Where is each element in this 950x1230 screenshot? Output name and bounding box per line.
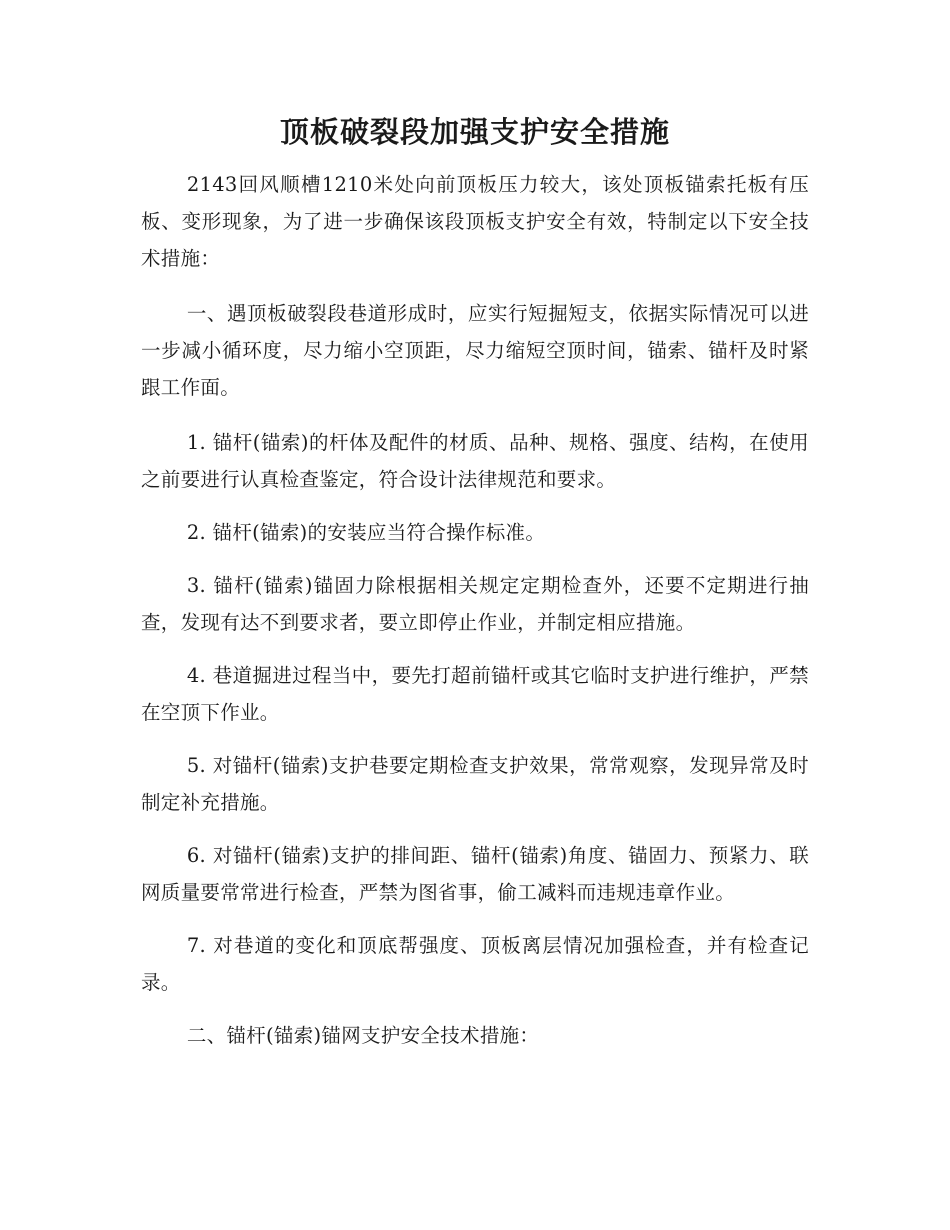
document-body [141, 166, 809, 1070]
item-1-paragraph: 1. 锚杆(锚索)的杆体及配件的材质、品种、规格、强度、结构，在使用之前要进行认真检查鉴定，符合设计法律规范和要求。 [141, 431, 809, 491]
intro-paragraph: 2143回风顺槽1210米处向前顶板压力较大，该处顶板锚索托板有压板、变形现象，为了进一步确保该段顶板支护安全有效，特制定以下安全技术措施： [141, 173, 809, 270]
item-4-paragraph: 4. 巷道掘进过程当中，要先打超前锚杆或其它临时支护进行维护，严禁在空顶下作业。 [141, 664, 809, 724]
item-6-paragraph: 6. 对锚杆(锚索)支护的排间距、锚杆(锚索)角度、锚固力、预紧力、联网质量要常常进行检查，严禁为图省事，偷工减料而违规违章作业。 [141, 844, 809, 904]
item-7-paragraph: 7. 对巷道的变化和顶底帮强度、顶板离层情况加强检查，并有检查记录。 [141, 934, 809, 994]
section-2-heading-paragraph: 二、锚杆(锚索)锚网支护安全技术措施： [186, 1024, 540, 1047]
item-2-paragraph: 2. 锚杆(锚索)的安装应当符合操作标准。 [186, 521, 546, 544]
document-title: 顶板破裂段加强支护安全措施 [279, 115, 670, 149]
item-5-paragraph: 5. 对锚杆(锚索)支护巷要定期检查支护效果，常常观察，发现异常及时制定补充措施。 [141, 754, 809, 814]
section-1-heading-paragraph: 一、遇顶板破裂段巷道形成时，应实行短掘短支，依据实际情况可以进一步减小循环度，尽力缩小空顶距，尽力缩短空顶时间，锚索、锚杆及时紧跟工作面。 [141, 302, 809, 399]
item-3-paragraph: 3. 锚杆(锚索)锚固力除根据相关规定定期检查外，还要不定期进行抽查，发现有达不到要求者，要立即停止作业，并制定相应措施。 [141, 574, 809, 634]
